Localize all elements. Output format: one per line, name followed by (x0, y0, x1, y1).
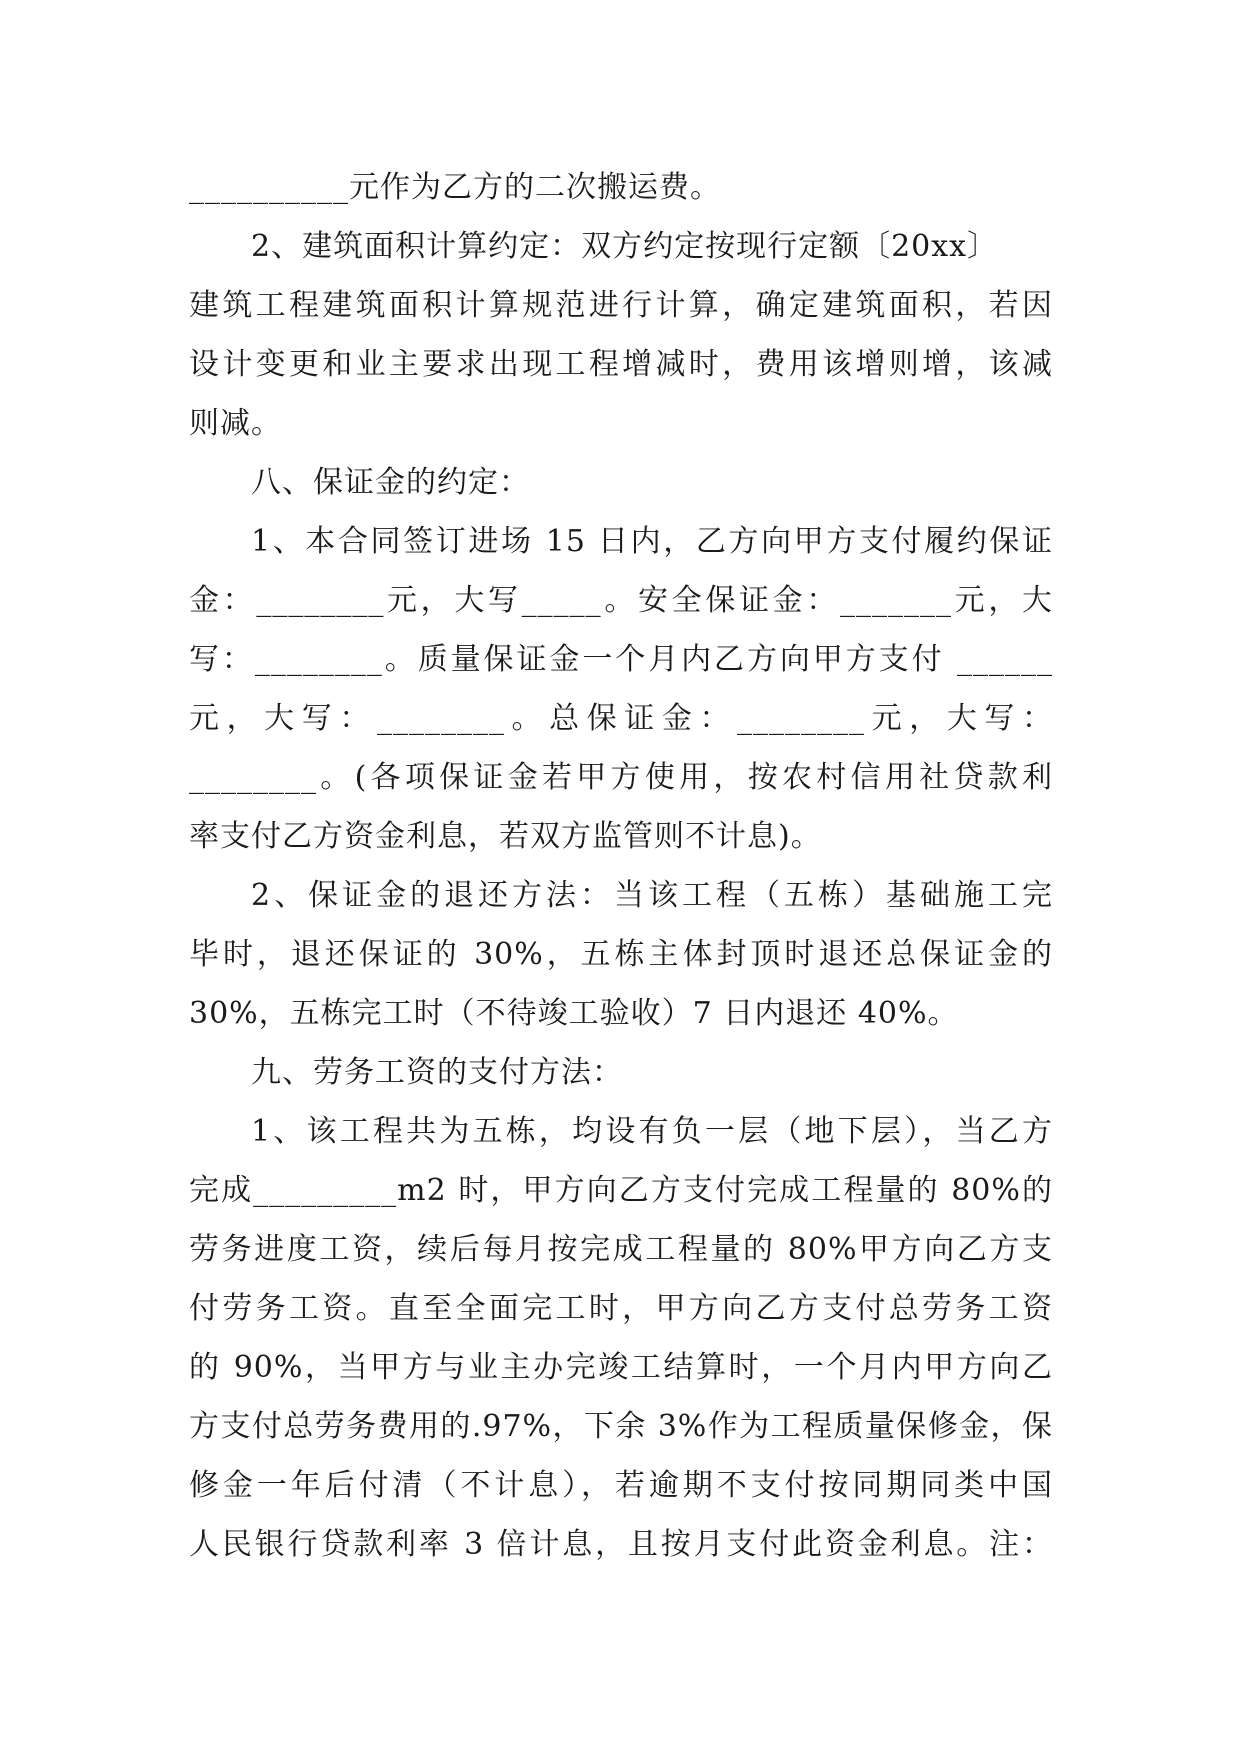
text-line: 元，大写：________。总保证金：________元，大写： (189, 701, 1053, 736)
text-line: 人民银行贷款利率 3 倍计息，且按月支付此资金利息。注： (189, 1527, 1053, 1562)
text-line: 则减。 (189, 406, 282, 441)
section-heading-line: 八、保证金的约定： (251, 465, 530, 500)
clause-heading-line: 2、保证金的退还方法：当该工程（五栋）基础施工完 (251, 878, 1053, 913)
text-line: 劳务进度工资，续后每月按完成工程量的 80%甲方向乙方支 (189, 1232, 1053, 1267)
text-line: 写：________。质量保证金一个月内乙方向甲方支付 ______ (189, 642, 1053, 677)
clause-heading-line: 1、本合同签订进场 15 日内，乙方向甲方支付履约保证 (251, 524, 1053, 559)
clause-heading-line: 1、该工程共为五栋，均设有负一层（地下层），当乙方 (251, 1114, 1053, 1149)
document-body (189, 158, 1053, 1574)
text-line: 设计变更和业主要求出现工程增减时，费用该增则增，该减 (189, 347, 1053, 382)
text-line: 的 90%，当甲方与业主办完竣工结算时，一个月内甲方向乙 (189, 1350, 1053, 1385)
text-line: 修金一年后付清（不计息），若逾期不支付按同期同类中国 (189, 1468, 1053, 1503)
text-line: 毕时，退还保证的 30%，五栋主体封顶时退还总保证金的 (189, 937, 1053, 972)
text-line: 金：________元，大写_____。安全保证金：_______元，大 (189, 583, 1053, 618)
text-line: __________元作为乙方的二次搬运费。 (189, 170, 721, 205)
text-line: 完成_________m2 时，甲方向乙方支付完成工程量的 80%的 (189, 1173, 1053, 1208)
text-line: 率支付乙方资金利息，若双方监管则不计息)。 (189, 819, 822, 854)
text-line: 30%，五栋完工时（不待竣工验收）7 日内退还 40%。 (189, 996, 959, 1031)
section-heading-line: 九、劳务工资的支付方法： (251, 1055, 623, 1090)
text-line: ________。(各项保证金若甲方使用，按农村信用社贷款利 (189, 760, 1053, 795)
text-line: 建筑工程建筑面积计算规范进行计算，确定建筑面积，若因 (189, 288, 1053, 323)
text-line: 付劳务工资。直至全面完工时，甲方向乙方支付总劳务工资 (189, 1291, 1053, 1326)
clause-heading-line: 2、建筑面积计算约定：双方约定按现行定额〔20xx〕 (251, 229, 999, 264)
text-line: 方支付总劳务费用的.97%，下余 3%作为工程质量保修金，保 (189, 1409, 1053, 1444)
